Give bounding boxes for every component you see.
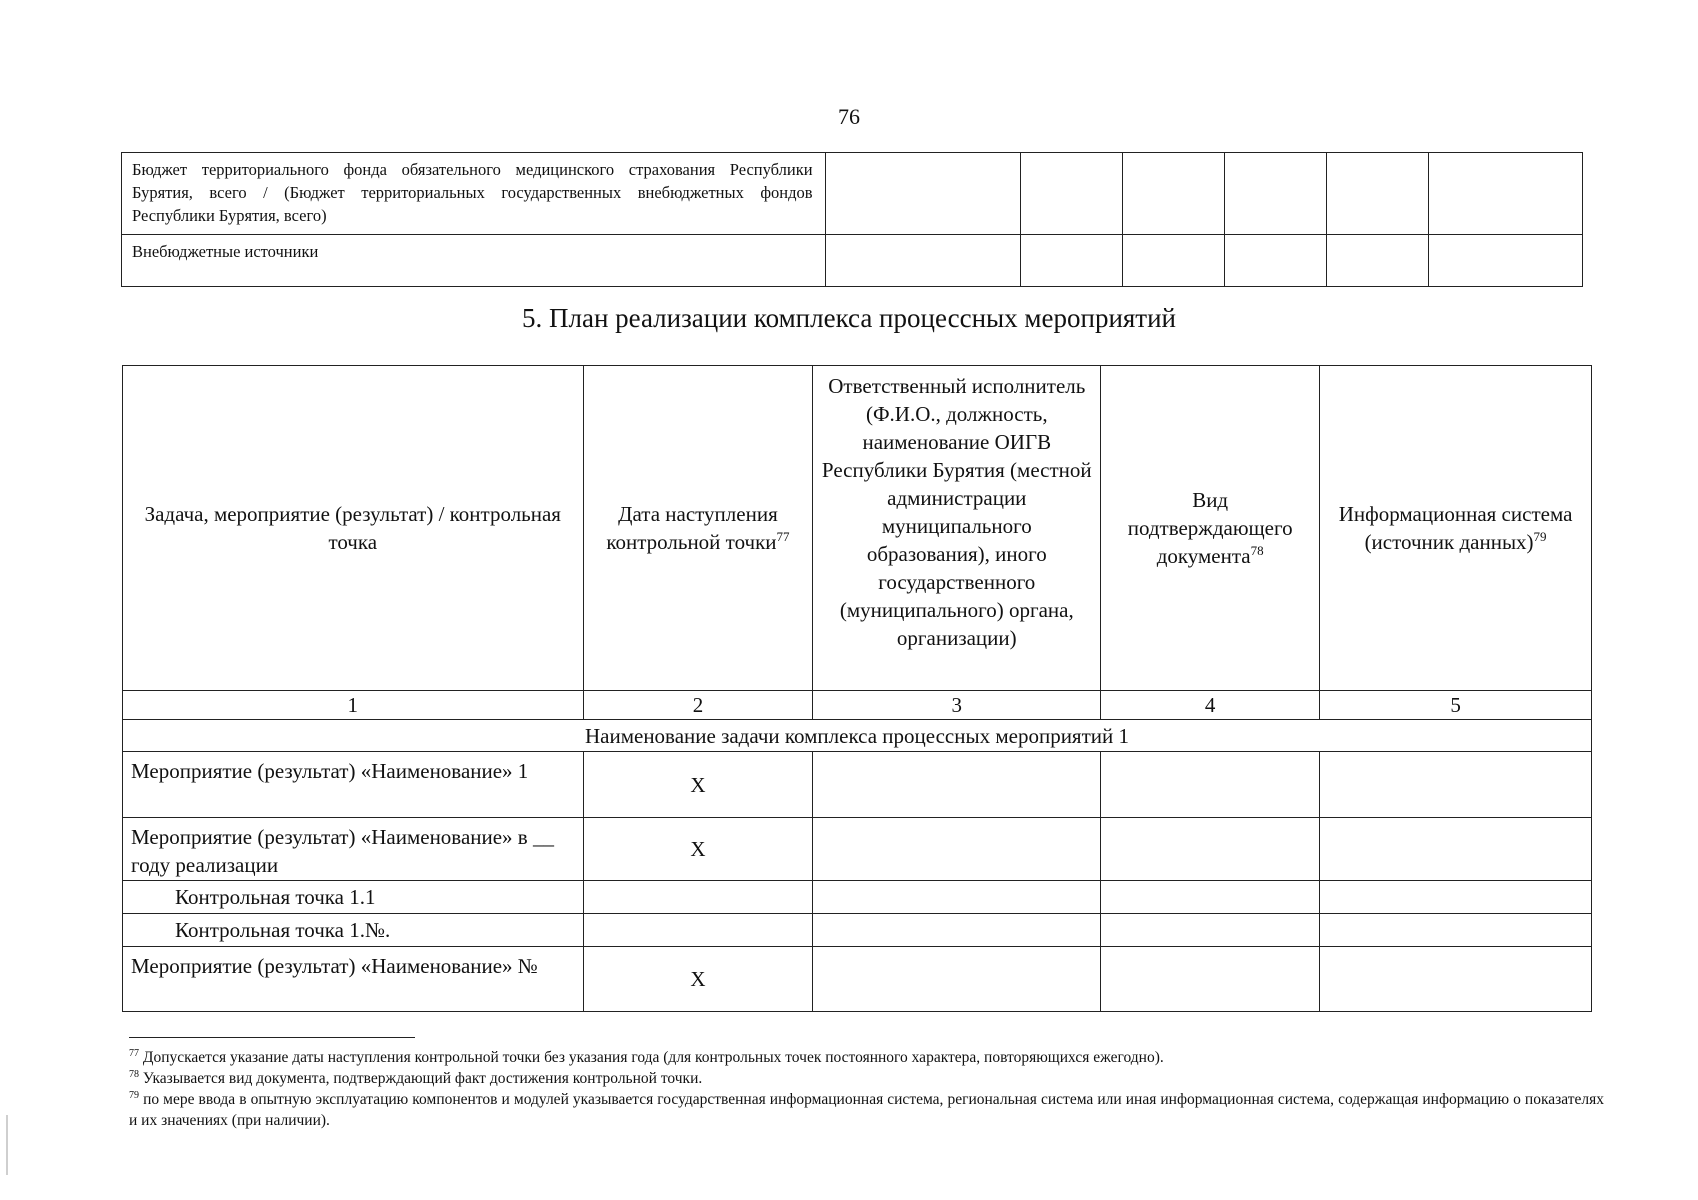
table-cell [813, 881, 1101, 914]
date-cell [583, 881, 813, 914]
header-date: Дата наступления контрольной точки$^{77}$ [583, 366, 813, 691]
date-cell: X [583, 752, 813, 818]
table-cell [1320, 818, 1592, 881]
table-row [123, 881, 1592, 914]
footnote-mark: 78 [129, 1068, 139, 1080]
table-cell [1101, 881, 1320, 914]
table-cell [1327, 153, 1429, 235]
date-cell [583, 914, 813, 947]
table-cell [1327, 235, 1429, 287]
table-cell [1101, 947, 1320, 1012]
table-cell [825, 235, 1021, 287]
table-cell [1101, 914, 1320, 947]
plan-table [122, 365, 1592, 1012]
table-cell [1429, 235, 1583, 287]
table-cell [1021, 235, 1123, 287]
table-row [123, 818, 1592, 881]
page-number: 76 [838, 104, 860, 129]
table-cell [1320, 914, 1592, 947]
footnote-separator [129, 1037, 415, 1038]
footnotes [129, 1047, 1604, 1131]
column-number: 4 [1101, 691, 1320, 720]
date-cell: X [583, 947, 813, 1012]
footnote [129, 1068, 1604, 1089]
funding-row-label: Бюджет территориального фонда обязательного медицинского страхования Республики Бурятия, всего / (Бюджет территориальных государственных внебюджетных фондов Республики Бурятия, всего) [122, 153, 826, 235]
checkpoint-label: Контрольная точка 1.№. [123, 914, 584, 947]
event-label: Мероприятие (результат) «Наименование» в __ году реализации [123, 818, 584, 881]
footnote-text: по мере ввода в опытную эксплуатацию компонентов и модулей указывается государственная информационная система, региональная система или иная информационная система, содержащая информацию о показателях и их значениях (при наличии). [129, 1091, 1604, 1129]
table-row [123, 947, 1592, 1012]
table-cell [813, 752, 1101, 818]
scan-edge-mark [6, 1115, 8, 1175]
footnote [129, 1089, 1604, 1131]
funding-row [122, 235, 1583, 287]
table-cell [1123, 235, 1225, 287]
event-label: Мероприятие (результат) «Наименование» 1 [123, 752, 584, 818]
table-cell [1225, 153, 1327, 235]
table-cell [1429, 153, 1583, 235]
footnote-text: Допускается указание даты наступления контрольной точки без указания года (для контрольных точек постоянного характера, повторяющихся ежегодно). [142, 1049, 1164, 1066]
footnote-ref: 77 [776, 529, 790, 544]
header-row [123, 366, 1592, 691]
header-responsible: Ответственный исполнитель (Ф.И.О., должность, наименование ОИГВ Республики Бурятия (местной администрации муниципального образования), иного государственного (муниципального) органа, организации) [813, 366, 1101, 691]
footnote-ref: 79 [1533, 529, 1547, 544]
column-number: 1 [123, 691, 584, 720]
footnote-mark: 79 [129, 1089, 139, 1101]
table-cell [813, 947, 1101, 1012]
table-cell [1320, 947, 1592, 1012]
table-cell [813, 914, 1101, 947]
funding-table [121, 152, 1583, 287]
footnote-text: Указывается вид документа, подтверждающий факт достижения контрольной точки. [142, 1070, 703, 1087]
header-task: Задача, мероприятие (результат) / контрольная точка [123, 366, 584, 691]
table-cell [1320, 881, 1592, 914]
footnote-mark: 77 [129, 1047, 139, 1059]
table-cell [813, 818, 1101, 881]
column-number: 2 [583, 691, 813, 720]
footnote [129, 1047, 1604, 1068]
table-row [123, 914, 1592, 947]
table-cell [1021, 153, 1123, 235]
table-row [123, 752, 1592, 818]
header-document: Вид подтверждающего документа$^{78}$ [1101, 366, 1320, 691]
date-cell: X [583, 818, 813, 881]
funding-row [122, 153, 1583, 235]
funding-row-label: Внебюджетные источники [122, 235, 826, 287]
table-cell [1123, 153, 1225, 235]
table-cell [1101, 752, 1320, 818]
task-title: Наименование задачи комплекса процессных мероприятий 1 [123, 720, 1592, 752]
column-number-row [123, 691, 1592, 720]
column-number: 5 [1320, 691, 1592, 720]
footnote-ref: 78 [1250, 543, 1264, 558]
table-cell [1225, 235, 1327, 287]
checkpoint-label: Контрольная точка 1.1 [123, 881, 584, 914]
event-label: Мероприятие (результат) «Наименование» № [123, 947, 584, 1012]
table-cell [825, 153, 1021, 235]
table-cell [1101, 818, 1320, 881]
table-cell [1320, 752, 1592, 818]
section-title: 5. План реализации комплекса процессных мероприятий [521, 303, 1177, 333]
header-info-system: Информационная система (источник данных)$^{79}$ [1320, 366, 1592, 691]
task-row [123, 720, 1592, 752]
column-number: 3 [813, 691, 1101, 720]
